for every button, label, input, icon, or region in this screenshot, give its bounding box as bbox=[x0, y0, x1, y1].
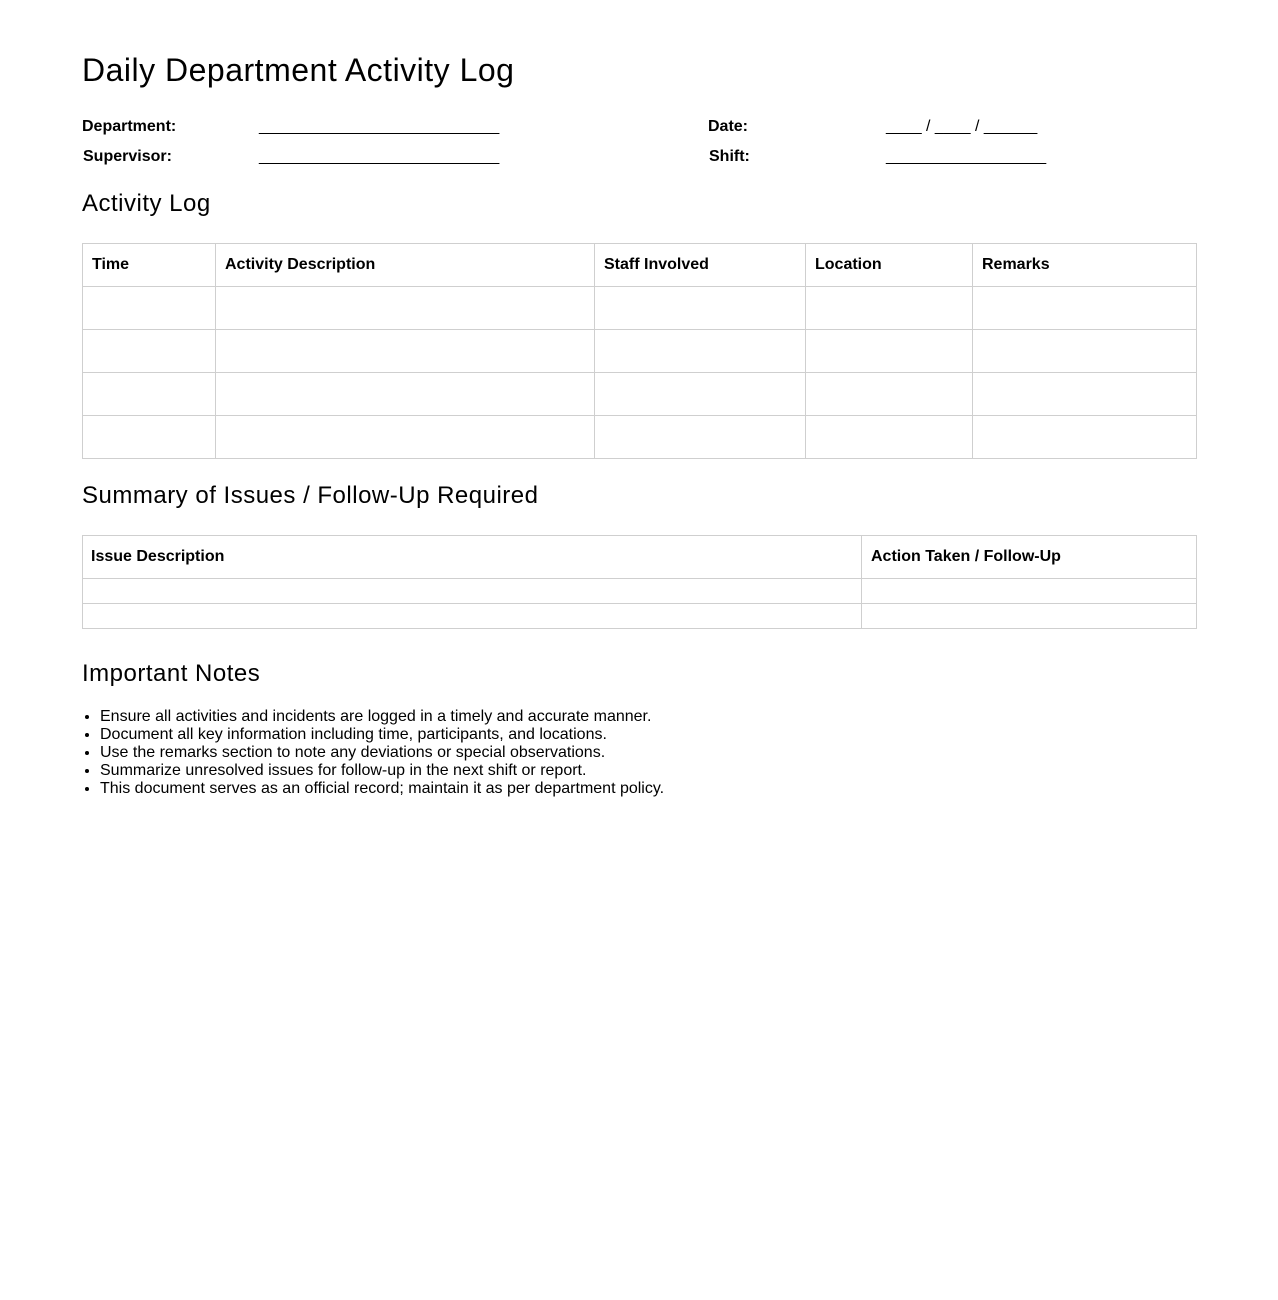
table-cell[interactable] bbox=[595, 416, 806, 459]
table-row bbox=[83, 330, 1197, 373]
column-header-staff-involved: Staff Involved bbox=[595, 244, 806, 287]
date-field[interactable]: ____ / ____ / ______ bbox=[886, 118, 1038, 135]
table-cell[interactable] bbox=[862, 604, 1197, 629]
shift-field[interactable]: __________________ bbox=[886, 148, 1047, 165]
table-cell[interactable] bbox=[973, 416, 1197, 459]
table-cell[interactable] bbox=[973, 287, 1197, 330]
table-cell[interactable] bbox=[83, 373, 216, 416]
table-cell[interactable] bbox=[973, 373, 1197, 416]
list-item: • Use the remarks section to note any deviations or special observations. bbox=[100, 744, 664, 762]
table-row bbox=[83, 416, 1197, 459]
table-row bbox=[83, 373, 1197, 416]
notes-list bbox=[82, 708, 664, 798]
table-cell[interactable] bbox=[806, 330, 973, 373]
table-cell[interactable] bbox=[216, 373, 595, 416]
table-cell[interactable] bbox=[595, 287, 806, 330]
table-cell[interactable] bbox=[216, 330, 595, 373]
table-cell[interactable] bbox=[806, 287, 973, 330]
table-cell[interactable] bbox=[83, 604, 862, 629]
table-cell[interactable] bbox=[83, 416, 216, 459]
issues-heading: Summary of Issues / Follow-Up Required bbox=[82, 482, 539, 509]
list-item: • Document all key information including time, participants, and locations. bbox=[100, 726, 664, 744]
column-header-remarks: Remarks bbox=[973, 244, 1197, 287]
list-item: • Ensure all activities and incidents are logged in a timely and accurate manner. bbox=[100, 708, 664, 726]
table-cell[interactable] bbox=[83, 330, 216, 373]
table-row bbox=[83, 287, 1197, 330]
shift-label: Shift: bbox=[709, 148, 750, 165]
date-label: Date: bbox=[708, 118, 749, 135]
issues-table bbox=[82, 535, 1197, 629]
list-item: • This document serves as an official record; maintain it as per department policy. bbox=[100, 780, 664, 798]
department-field[interactable]: ___________________________ bbox=[259, 118, 500, 135]
column-header-activity-description: Activity Description bbox=[216, 244, 595, 287]
table-cell[interactable] bbox=[216, 416, 595, 459]
table-cell[interactable] bbox=[83, 579, 862, 604]
activity-log-heading: Activity Log bbox=[82, 190, 211, 217]
table-row bbox=[83, 579, 1197, 604]
activity-log-table bbox=[82, 243, 1197, 459]
notes-heading: Important Notes bbox=[82, 660, 261, 687]
column-header-time: Time bbox=[83, 244, 216, 287]
table-cell[interactable] bbox=[806, 373, 973, 416]
table-cell[interactable] bbox=[973, 330, 1197, 373]
header-fields bbox=[82, 117, 1196, 173]
department-label: Department: bbox=[82, 118, 177, 135]
column-header-action-taken: Action Taken / Follow-Up bbox=[862, 536, 1197, 579]
table-header-row bbox=[83, 536, 1197, 579]
table-header-row bbox=[83, 244, 1197, 287]
page-title: Daily Department Activity Log bbox=[82, 52, 515, 88]
table-cell[interactable] bbox=[806, 416, 973, 459]
list-item: • Summarize unresolved issues for follow-up in the next shift or report. bbox=[100, 762, 664, 780]
table-cell[interactable] bbox=[862, 579, 1197, 604]
table-cell[interactable] bbox=[595, 373, 806, 416]
column-header-issue-description: Issue Description bbox=[83, 536, 862, 579]
table-row bbox=[83, 604, 1197, 629]
table-cell[interactable] bbox=[216, 287, 595, 330]
supervisor-field[interactable]: ___________________________ bbox=[259, 148, 500, 165]
table-cell[interactable] bbox=[595, 330, 806, 373]
column-header-location: Location bbox=[806, 244, 973, 287]
table-cell[interactable] bbox=[83, 287, 216, 330]
supervisor-label: Supervisor: bbox=[83, 148, 172, 165]
